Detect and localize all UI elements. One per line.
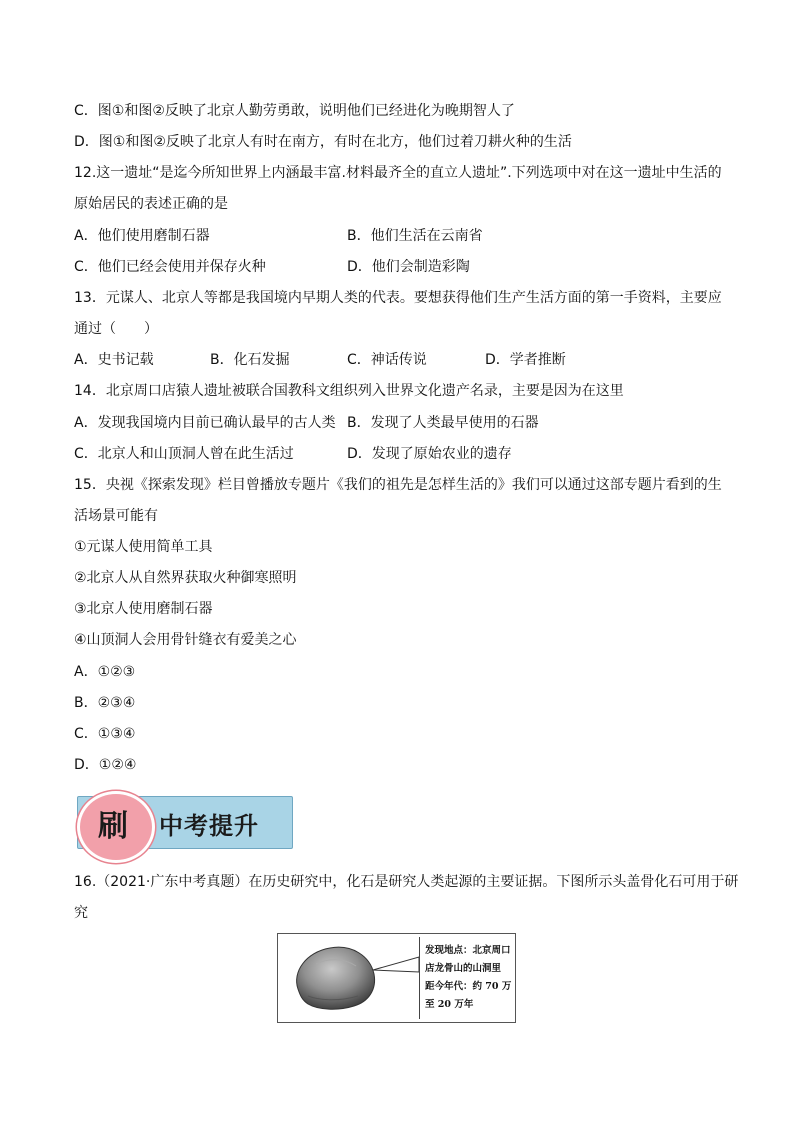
- q14-option-a: A．发现我国境内目前已确认最早的古人类: [74, 415, 336, 431]
- caption-line-2: 店龙骨山的山洞里: [425, 963, 502, 974]
- q15-stem-line1: 15．央视《探索发现》栏目曾播放专题片《我们的祖先是怎样生活的》我们可以通过这部专题片看到的生: [74, 477, 722, 493]
- q15-stem-line2: 活场景可能有: [74, 508, 158, 524]
- section-banner: [77, 794, 293, 850]
- q12-stem-line2: 原始居民的表述正确的是: [74, 196, 228, 212]
- q12-option-b: B．他们生活在云南省: [347, 228, 483, 244]
- q11-option-d: D．图①和图②反映了北京人有时在南方，有时在北方，他们过着刀耕火种的生活: [74, 134, 572, 150]
- q13-stem-line2: 通过（ ）: [74, 321, 158, 337]
- q15-option-d: D．①②④: [74, 757, 137, 773]
- banner-badge-text: 刷: [98, 809, 128, 844]
- q13-stem-line1: 13．元谋人、北京人等都是我国境内早期人类的代表。要想获得他们生产生活方面的第一手资料，主要应: [74, 290, 722, 306]
- q15-option-c: C．①③④: [74, 726, 136, 742]
- caption-line-1: 发现地点：北京周口: [425, 945, 511, 956]
- figure-caption: [419, 937, 514, 1019]
- q13-option-d: D．学者推断: [485, 352, 566, 368]
- q13-option-a: A．史书记载: [74, 352, 154, 368]
- q15-item-2: ②北京人从自然界获取火种御寒照明: [74, 570, 297, 586]
- q13-option-b: B．化石发掘: [210, 352, 290, 368]
- q16-stem-line2: 究: [74, 905, 88, 921]
- q14-option-c: C．北京人和山顶洞人曾在此生活过: [74, 446, 294, 462]
- q13-option-c: C．神话传说: [347, 352, 427, 368]
- q12-option-a: A．他们使用磨制石器: [74, 228, 210, 244]
- q11-option-c: C．图①和图②反映了北京人勤劳勇敢，说明他们已经进化为晚期智人了: [74, 103, 515, 119]
- q15-item-1: ①元谋人使用简单工具: [74, 539, 213, 555]
- q15-option-a: A．①②③: [74, 664, 136, 680]
- q14-option-b: B．发现了人类最早使用的石器: [347, 415, 539, 431]
- q15-item-4: ④山顶洞人会用骨针缝衣有爱美之心: [74, 632, 297, 648]
- caption-line-3: 距今年代：约 70 万: [425, 981, 512, 992]
- q14-stem: 14．北京周口店猿人遗址被联合国教科文组织列入世界文化遗产名录，主要是因为在这里: [74, 383, 624, 399]
- q16-stem-line1: 16.（2021·广东中考真题）在历史研究中，化石是研究人类起源的主要证据。下图所示头盖骨化石可用于研: [74, 874, 739, 890]
- q12-option-c: C．他们已经会使用并保存火种: [74, 259, 266, 275]
- q12-option-d: D．他们会制造彩陶: [347, 259, 470, 275]
- caption-line-4: 至 20 万年: [425, 999, 474, 1010]
- q15-option-b: B．②③④: [74, 695, 136, 711]
- q15-item-3: ③北京人使用磨制石器: [74, 601, 213, 617]
- q14-option-d: D．发现了原始农业的遗存: [347, 446, 512, 462]
- banner-title: 中考提升: [159, 811, 259, 840]
- q12-stem-line1: 12.这一遗址“是迄今所知世界上内涵最丰富.材料最齐全的直立人遗址”.下列选项中对在这一遗址中生活的: [74, 165, 722, 181]
